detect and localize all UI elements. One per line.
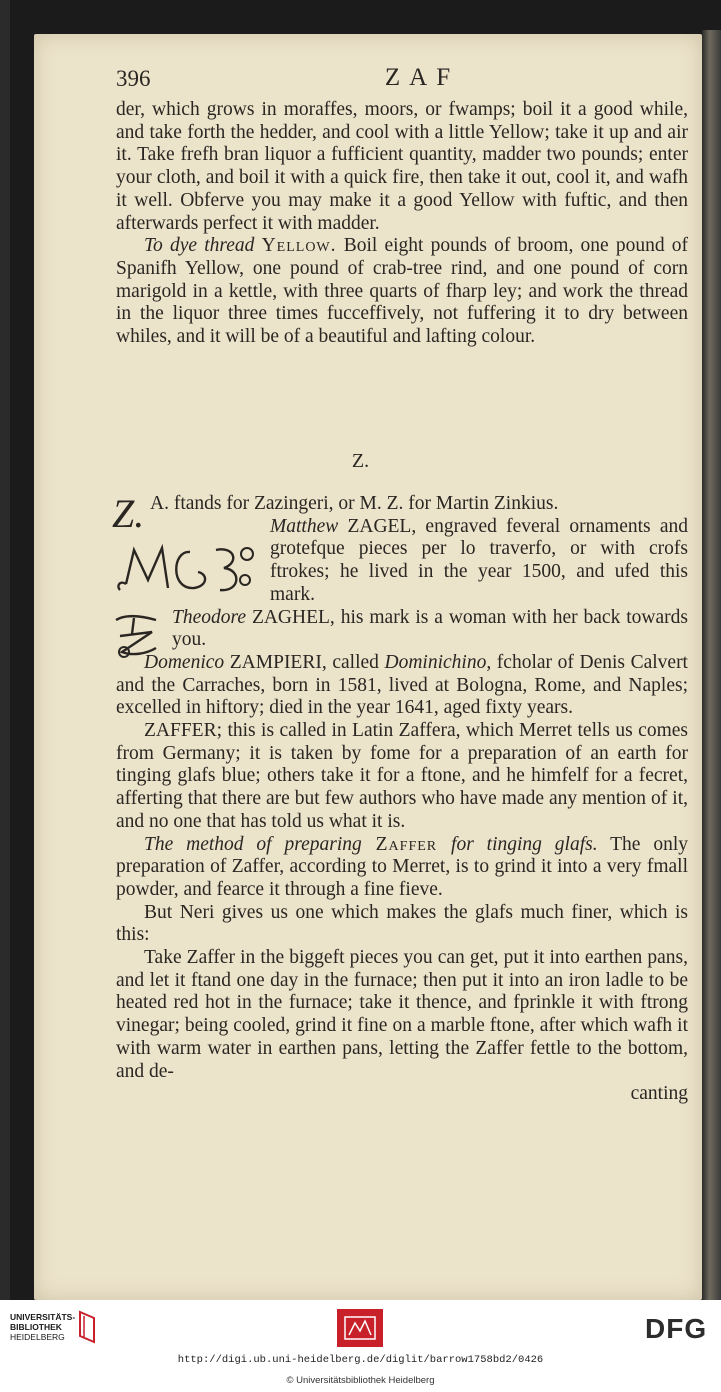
entry-method [116,834,688,902]
left-border [0,0,10,1300]
zagel-mark [112,540,262,602]
zaffer-text: this is called in Latin Zaffera, which Merret tells us comes from Germany; it is taken by fome for a preparation of an earth for tinging glafs blue; others take it for a ftone, and he himfelf for a fecret, afferting that there are but few authors who have made any mention of it, and no one that has told us what it is. [116,720,688,832]
library-logo-text [10,1312,75,1342]
entry-za [116,493,688,516]
copyright: © Universitätsbibliothek Heidelberg [286,1375,435,1386]
method-italic-b: for tinging glafs. [451,833,598,855]
zagel-name: ZAGEL, [338,515,417,537]
za-mark-glyph: Z. [112,491,145,536]
page-header [116,62,688,92]
za-mark [112,491,145,536]
zaffer-name: ZAFFER; [144,720,223,742]
zampieri-forename: Domenico [144,651,225,673]
entry-zaghel [116,607,688,652]
zaghel-monogram-icon [112,612,164,660]
library-line3: HEIDELBERG [10,1332,65,1342]
zampieri-called: called [326,651,385,673]
heritage-seal-icon [337,1309,383,1347]
library-line1: UNIVERSITÄTS- [10,1312,76,1322]
zaghel-name: ZAGHEL, [246,606,335,628]
zampieri-alias: Dominichino, [384,651,492,673]
entry-zaffer [116,720,688,834]
entry-za-text: A. ftands for Zazingeri, or M. Z. for Martin Zinkius. [150,493,559,514]
section-letter: Z. [351,450,370,472]
paragraph-continuation: der, which grows in moraffes, moors, or fwamps; boil it a good while, and take forth the hedder, and cool with a little Yellow; take it up and air it. Take frefh bran liquor a fufficient quantity, madder two pounds; enter your cloth, and boil it with a quick fire, then take it out, cool it, and wafh it well. Obferve you may make it a good Yellow with fuftic, and then afterwards perfect it with madder. [116,99,688,234]
catchword: canting [630,1083,688,1105]
top-text-block [116,99,688,349]
dfg-logo: DFG [645,1313,708,1344]
book-spine [702,30,721,1300]
zagel-text: engraved feveral ornaments and grotefque pieces per lo traverfo, or with crofs ftrokes; he lived in the year 1500, and ufed this mark. [270,515,688,605]
zagel-monogram-icon [112,540,262,598]
running-head: ZAF [384,64,460,91]
zampieri-name: ZAMPIERI, [224,651,327,673]
paragraph-dye-thread [116,235,688,349]
zampieri-text: fcholar of Denis Calvert and the Carraches, born in 1581, lived at Bologna, Rome, and Naples; excelled in hiftory; died in the year 1641, aged fixty years. [116,651,688,719]
italic-lead: To dye thread [144,235,255,257]
permalink[interactable]: http://digi.ub.uni-heidelberg.de/diglit/barrow1758bd2/0426 [177,1354,544,1366]
yellow-word: Yellow. [261,235,337,257]
zagel-forename: Matthew [270,515,339,537]
entry-zampieri [116,652,688,720]
method-text: The only preparation of Zaffer, according to Merret, is to grind it into a very fmall powder, and fearce it through a fine fieve. [116,833,689,900]
method-italic-a: The method of preparing [144,833,362,855]
library-line2: BIBLIOTHEK [10,1322,62,1332]
entry-take: Take Zaffer in the biggeft pieces you can get, put it into earthen pans, and let it ftand one day in the furnace; then put it into an iron ladle to be heated red hot in the furnace; take it thence, and fprinkle it with ftrong vinegar; being cooled, grind it fine on a marble ftone, after which wafh it with warm water in earthen pans, letting the Zaffer fettle to the bottom, and de- [116,947,688,1082]
zaghel-text: his mark is a woman with her back towards you. [172,606,688,651]
entry-neri: But Neri gives us one which makes the glafs much finer, which is this: [116,901,688,946]
page-number: 396 [116,66,151,91]
zaghel-forename: Theodore [172,606,247,628]
thread-text: Boil eight pounds of broom, one pound of Spanifh Yellow, one pound of crab-tree rind, and one pound of corn marigold in a kettle, with three quarts of fharp ley; and work the thread in the liquor three times fucceffively, not fuffering it to dry between whiles, and it will be of a beautiful and lafting colour. [116,235,688,348]
zaghel-mark [112,612,164,664]
method-zaffer: Zaffer [361,833,452,855]
library-logo-icon [76,1308,98,1344]
